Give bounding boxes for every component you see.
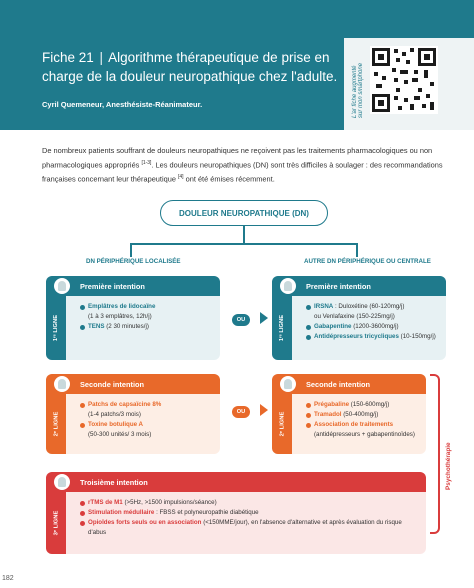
second-left-title: Seconde intention — [46, 374, 220, 394]
line-tab: 1ʳᵉ LIGNE — [46, 296, 66, 360]
author: Cyril Quemeneur, Anesthésiste-Réanimateur. — [42, 100, 203, 109]
branch-connector — [130, 243, 358, 245]
third-title: Troisième intention — [46, 472, 426, 492]
intro-text-3: ont été émises récemment. — [183, 174, 275, 184]
root-connector — [243, 226, 245, 244]
arrow-right-icon — [260, 404, 268, 416]
list-item: Antidépresseurs tricycliques (10-150mg/j) — [306, 332, 440, 342]
list-item: Opioïdes forts seuls ou en association (<150MME/jour), en l'absence d'alternative et après évaluation du risque d'abus — [80, 518, 420, 538]
line-tab: 1ʳᵉ LIGNE — [272, 296, 292, 360]
arrow-right-icon — [260, 312, 268, 324]
list-item: Toxine botulique A (50-300 unités/ 3 mois) — [80, 420, 214, 440]
bullet-icon — [306, 403, 311, 408]
list-item: Gabapentine (1200-3600mg/j) — [306, 322, 440, 332]
title-text: Algorithme thérapeutique de prise en charge de la douleur neuropathique chez l'adulte. — [42, 50, 338, 84]
fiche-number: Fiche 21 — [42, 50, 94, 65]
bullet-icon — [80, 423, 85, 428]
root-node: DOULEUR NEUROPATHIQUE (DN) — [160, 200, 328, 226]
bullet-icon — [80, 501, 85, 506]
list-item: Prégabaline (150-600mg/j) — [306, 400, 420, 410]
ou-badge: OU — [232, 314, 250, 326]
qr-caption-line-2: sur mon smartphone — [358, 62, 364, 118]
head-icon — [54, 278, 70, 294]
line-tab: 3ᵉ LIGNE — [46, 492, 66, 554]
left-branch-label: DN PÉRIPHÉRIQUE LOCALISÉE — [86, 258, 181, 265]
bullet-icon — [80, 325, 85, 330]
third-card — [46, 472, 426, 554]
intro-text-2: . Les douleurs neuropathiques (DN) sont très difficiles à soulager : des recommandations françaises concernant leur thérapeutique — [42, 160, 443, 184]
qr-caption-line-1: L'ar fiche augmenté — [352, 65, 358, 118]
first-left-card — [46, 276, 220, 360]
line-tab: 2ᵉ LIGNE — [46, 394, 66, 454]
list-item: Tramadol (50-400mg/j) — [306, 410, 420, 420]
bullet-icon — [80, 521, 85, 526]
bullet-icon — [306, 423, 311, 428]
first-right-title: Première intention — [272, 276, 446, 296]
page-number: 182 — [2, 575, 14, 582]
second-left-body — [46, 394, 220, 444]
bullet-icon — [306, 325, 311, 330]
head-icon — [54, 474, 70, 490]
bullet-icon — [80, 403, 85, 408]
head-icon — [54, 376, 70, 392]
list-item: IRSNA : Duloxétine (60-120mg/j) ou Venlafaxine (150-225mg/j) — [306, 302, 440, 322]
list-item: Emplâtres de lidocaïne (1 à 3 emplâtres, 12h/j) — [80, 302, 214, 322]
head-icon — [280, 278, 296, 294]
ou-badge: OU — [232, 406, 250, 418]
bullet-icon — [80, 511, 85, 516]
list-item: Patchs de capsaïcine 8% (1-4 patchs/3 mois) — [80, 400, 214, 420]
list-item: Association de traitements (antidépresseurs + gabapentinoïdes) — [306, 420, 420, 440]
second-left-card — [46, 374, 220, 454]
first-left-body — [46, 296, 220, 336]
page-title — [42, 48, 342, 86]
first-right-body — [272, 296, 446, 346]
list-item: TENS (2 30 minutes/j) — [80, 322, 214, 332]
second-right-card — [272, 374, 426, 454]
list-item: rTMS de M1 (>5Hz, >1500 impulsions/séance) — [80, 498, 420, 508]
intro-ref-2: [4] — [178, 174, 184, 181]
title-separator: | — [99, 50, 104, 65]
line-tab: 2ᵉ LIGNE — [272, 394, 292, 454]
intro-paragraph — [42, 145, 452, 186]
psychotherapy-bracket — [430, 374, 440, 534]
left-connector — [130, 243, 132, 257]
list-item: Stimulation médullaire : FBSS et polyneuropathie diabétique — [80, 508, 420, 518]
right-branch-label: AUTRE DN PÉRIPHÉRIQUE OU CENTRALE — [304, 258, 431, 265]
qr-code-icon[interactable] — [370, 46, 438, 114]
first-left-title: Première intention — [46, 276, 220, 296]
third-body — [46, 492, 426, 542]
first-right-card — [272, 276, 446, 360]
head-icon — [280, 376, 296, 392]
intro-ref-1: [1-3] — [141, 160, 152, 166]
psychotherapy-label: Psychothérapie — [445, 442, 452, 490]
right-connector — [356, 243, 358, 257]
bullet-icon — [80, 305, 85, 310]
second-right-body — [272, 394, 426, 444]
second-right-title: Seconde intention — [272, 374, 426, 394]
bullet-icon — [306, 413, 311, 418]
bullet-icon — [306, 335, 311, 340]
intro-text-1: De nombreux patients souffrant de douleurs neuropathiques ne reçoivent pas les traitements pharmacologiques ou non pharmacologiques appropriés — [42, 146, 433, 170]
bullet-icon — [306, 305, 311, 310]
